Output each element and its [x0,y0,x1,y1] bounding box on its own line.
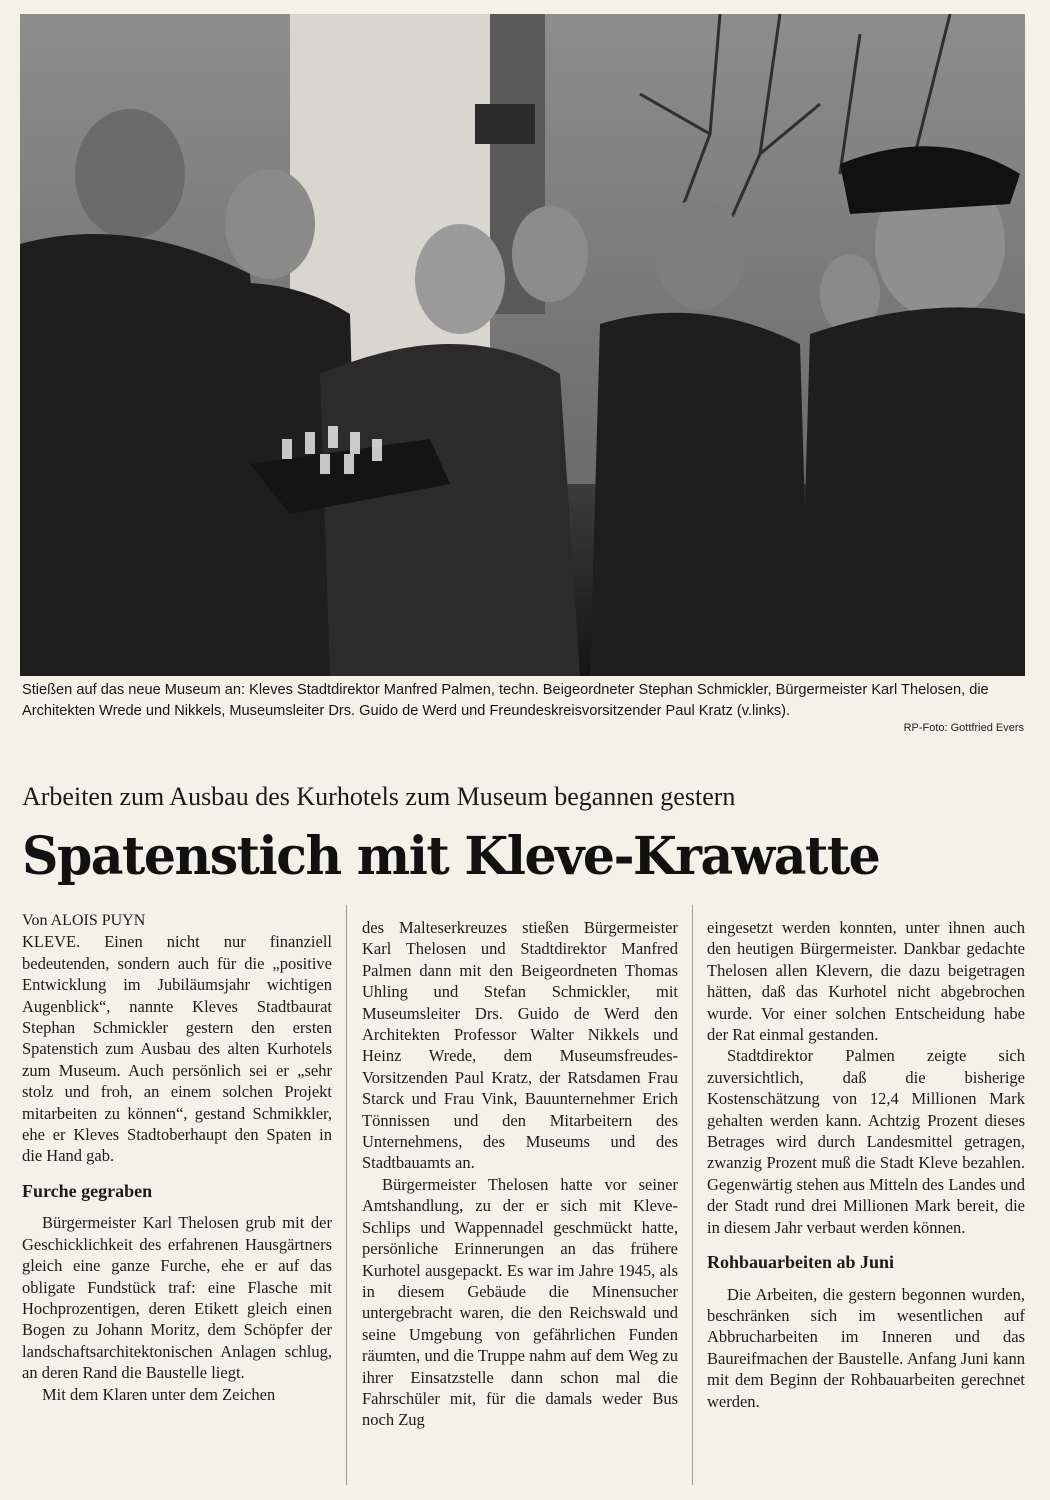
photo-credit: RP-Foto: Gottfried Evers [903,722,1024,734]
column-divider [346,905,347,1485]
paragraph: Bürgermeister Thelosen hatte vor seiner Amtshandlung, zu der er sich mit Kleve-Schlips und Wappennadel geschmückt hatte, persönliche Erinnerungen an das frühere Kurhotel ausgepackt. Es war im Jahre 1945, als in diesem Gebäude die Minensucher untergebracht waren, die den Reichswald und seine Umgebung von gefährlichen Funden räumten, und die Truppe nahm auf dem Weg zu ihrer Einsatzstelle dann schon mal die Fahrschüler mit, für die damals weder Bus noch Zug [362,1174,678,1430]
paragraph: eingesetzt werden konnten, unter ihnen auch den heutigen Bürgermeister. Dankbar gedachte Thelosen allen Klevern, die dazu beigetragen hätten, daß das Kurhotel nicht abgebrochen wurde. Vor einer solchen Entscheidung habe der Rat einmal gestanden. [707,918,1025,1045]
article-column-2 [362,917,678,1431]
paragraph: Bürgermeister Karl Thelosen grub mit der Geschicklichkeit des erfahrenen Hausgärtners gleich eine ganze Furche, ehe er auf das obligate Fundstück traf: eine Flasche mit Hochprozentigen, deren Etikett gleich einen Bogen zu Johann Moritz, dem Schöpfer der landschaftsarchitektonischen Anlagen schlug, an deren Rand die Baustelle liegt. [22,1213,332,1383]
paragraph: Stadtdirektor Palmen zeigte sich zuversichtlich, daß die bisherige Kostenschätzung von 12,4 Millionen Mark gehalten werden kann. Achtzig Prozent dieses Betrages wird durch Landesmittel getragen, zwanzig Prozent muß die Stadt Kleve bezahlen. Gegenwärtig stehen aus Mitteln des Landes und der Stadt rund drei Millionen Mark bereit, die in diesem Jahr verbaut werden können. [707,1046,1025,1237]
section-heading: Rohbauarbeiten ab Juni [707,1252,895,1273]
section-heading: Furche gegraben [22,1180,153,1201]
paragraph: Die Arbeiten, die gestern begonnen wurden, beschränken sich im wesentlichen auf Abbrucharbeiten im Inneren und das Baureifmachen der Baustelle. Anfang Juni kann mit dem Beginn der Rohbauarbeiten gerechnet werden. [707,1284,1025,1411]
byline: Von ALOIS PUYN [22,912,146,929]
subheadline: Arbeiten zum Ausbau des Kurhotels zum Museum begannen gestern [22,782,736,811]
photo-caption: Stießen auf das neue Museum an: Kleves Stadtdirektor Manfred Palmen, techn. Beigeordneter Stephan Schmickler, Bürgermeister Karl Thelosen, die Architekten Wrede und Nikkels, Museumsleiter Drs. Guido de Werd und Freundeskreisvorsitzender Paul Kratz (v.links). [22,682,989,719]
article-column-3 [707,917,1025,1412]
news-photo [20,14,1025,676]
group-photo-illustration [20,14,1025,676]
paragraph: Mit dem Klaren unter dem Zeichen [42,1384,276,1404]
paragraph: KLEVE. Einen nicht nur finanziell bedeutenden, sondern auch für die „positive Entwicklung im Jubiläumsjahr wichtigen Augenblick“, nannte Kleves Stadtbaurat Stephan Schmickler gestern den ersten Spatenstich zum Ausbau des alten Kurhotels zum Museum. Auch persönlich sei er „sehr stolz und froh, an einem solchen Projekt mitarbeiten zu können“, gestand Schmikkler, ehe er Kleves Stadtoberhaupt den Spaten in die Hand gab. [22,932,332,1166]
column-divider [692,905,693,1485]
headline: Spatenstich mit Kleve-Krawatte [22,826,880,887]
article-column-1 [22,910,332,1405]
paragraph: des Malteserkreuzes stießen Bürgermeister Karl Thelosen und Stadtdirektor Manfred Palmen dann mit den Beigeordneten Thomas Uhling und Stefan Schmickler, mit Museumsleiter Drs. Guido de Werd den Architekten Professor Walter Nikkels und Heinz Wrede, dem Museumsfreudes-Vorsitzenden Paul Kratz, der Ratsdamen Frau Starck und Frau Vink, Bauunternehmer Erich Tönnissen und den Mitarbeitern des Unternehmens, des Museums und des Stadtbauamts an. [362,918,678,1173]
